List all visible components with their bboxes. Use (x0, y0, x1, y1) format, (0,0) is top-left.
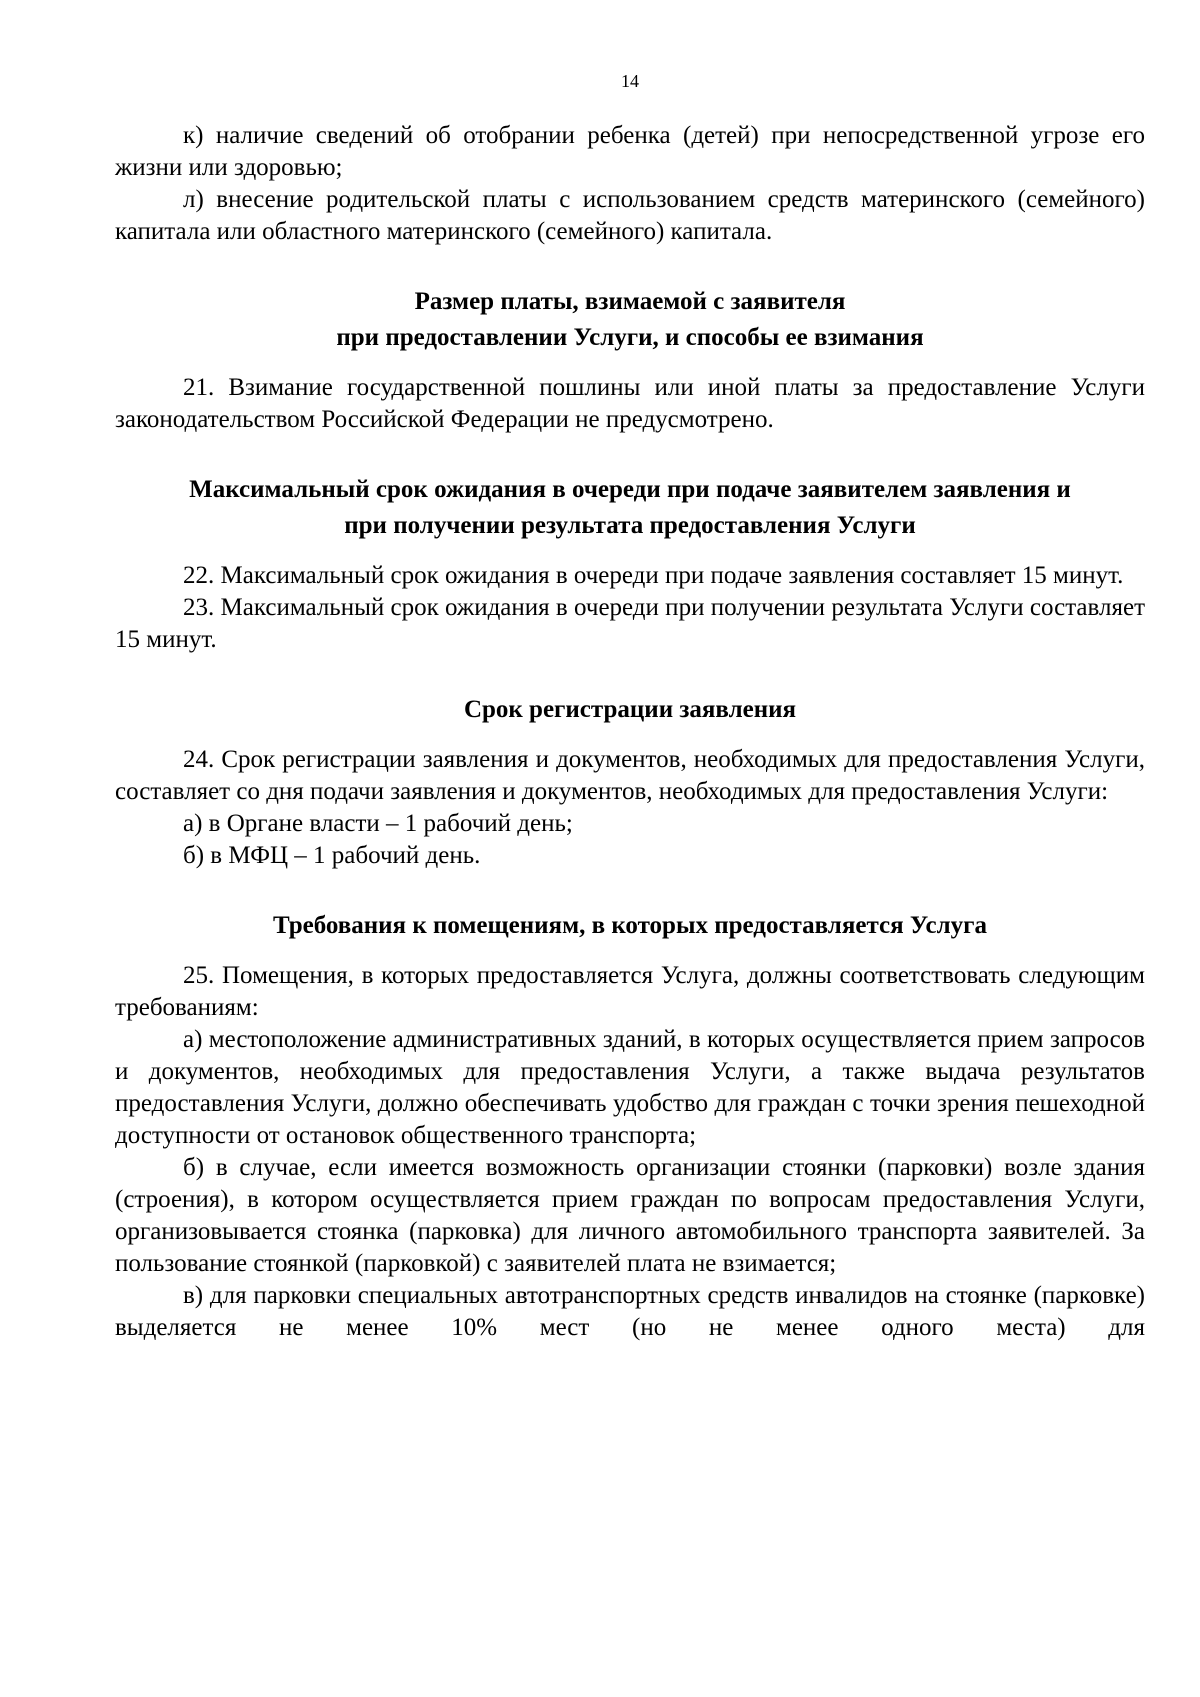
heading-line: Требования к помещениям, в которых предоставляется Услуга (272, 912, 988, 939)
paragraph-item-l: л) внесение родительской платы с использованием средств материнского (семейного) капитала или областного материнского (семейного) капитала. (115, 186, 1145, 245)
paragraph-25: 25. Помещения, в которых предоставляется Услуга, должны соответствовать следующим требованиям: (115, 962, 1145, 1021)
paragraph-23: 23. Максимальный срок ожидания в очереди при получении результата Услуги составляет 15 минут. (115, 594, 1145, 653)
section-heading-premises (115, 908, 1145, 944)
spacer (115, 436, 1145, 472)
spacer (115, 356, 1145, 372)
heading-line: при предоставлении Услуги, и способы ее взимания (336, 324, 924, 351)
paragraph-24: 24. Срок регистрации заявления и документов, необходимых для предоставления Услуги, составляет со дня подачи заявления и документов, необходимых для предоставления Услуги: (115, 746, 1145, 805)
paragraph-25-b: б) в случае, если имеется возможность организации стоянки (парковки) возле здания (строения), в котором осуществляется прием граждан по вопросам предоставления Услуги, организовывается стоянка (парковка) для личного автомобильного транспорта заявителей. За пользование стоянкой (парковкой) с заявителей плата не взимается; (115, 1154, 1145, 1277)
paragraph-24-a: а) в Органе власти – 1 рабочий день; (183, 810, 573, 837)
spacer (115, 656, 1145, 692)
heading-line: Размер платы, взимаемой с заявителя (414, 288, 846, 315)
spacer (115, 728, 1145, 744)
spacer (115, 872, 1145, 908)
heading-line: Максимальный срок ожидания в очереди при подаче заявителем заявления и (189, 476, 1071, 503)
spacer (115, 248, 1145, 284)
section-heading-queue (115, 472, 1145, 544)
heading-line: Срок регистрации заявления (463, 696, 797, 723)
spacer (115, 544, 1145, 560)
paragraph-21: 21. Взимание государственной пошлины или иной платы за предоставление Услуги законодательством Российской Федерации не предусмотрено. (115, 374, 1145, 433)
page-number: 14 (621, 71, 639, 91)
paragraph-22: 22. Максимальный срок ожидания в очереди при подаче заявления составляет 15 минут. (183, 562, 1124, 589)
paragraph-25-a: а) местоположение административных зданий, в которых осуществляется прием запросов и документов, необходимых для предоставления Услуги, а также выдача результатов предоставления Услуги, должно обеспечивать удобство для граждан с точки зрения пешеходной доступности от остановок общественного транспорта; (115, 1026, 1145, 1149)
section-heading-registration (115, 692, 1145, 728)
section-heading-fee (115, 284, 1145, 356)
paragraph-25-c: в) для парковки специальных автотранспортных средств инвалидов на стоянке (парковке) выделяется не менее 10% мест (но не менее одного места) для (115, 1282, 1145, 1341)
spacer (115, 944, 1145, 960)
paragraph-item-k: к) наличие сведений об отобрании ребенка (детей) при непосредственной угрозе его жизни или здоровью; (115, 122, 1145, 181)
paragraph-24-b: б) в МФЦ – 1 рабочий день. (183, 842, 481, 869)
heading-line: при получении результата предоставления Услуги (344, 512, 916, 539)
